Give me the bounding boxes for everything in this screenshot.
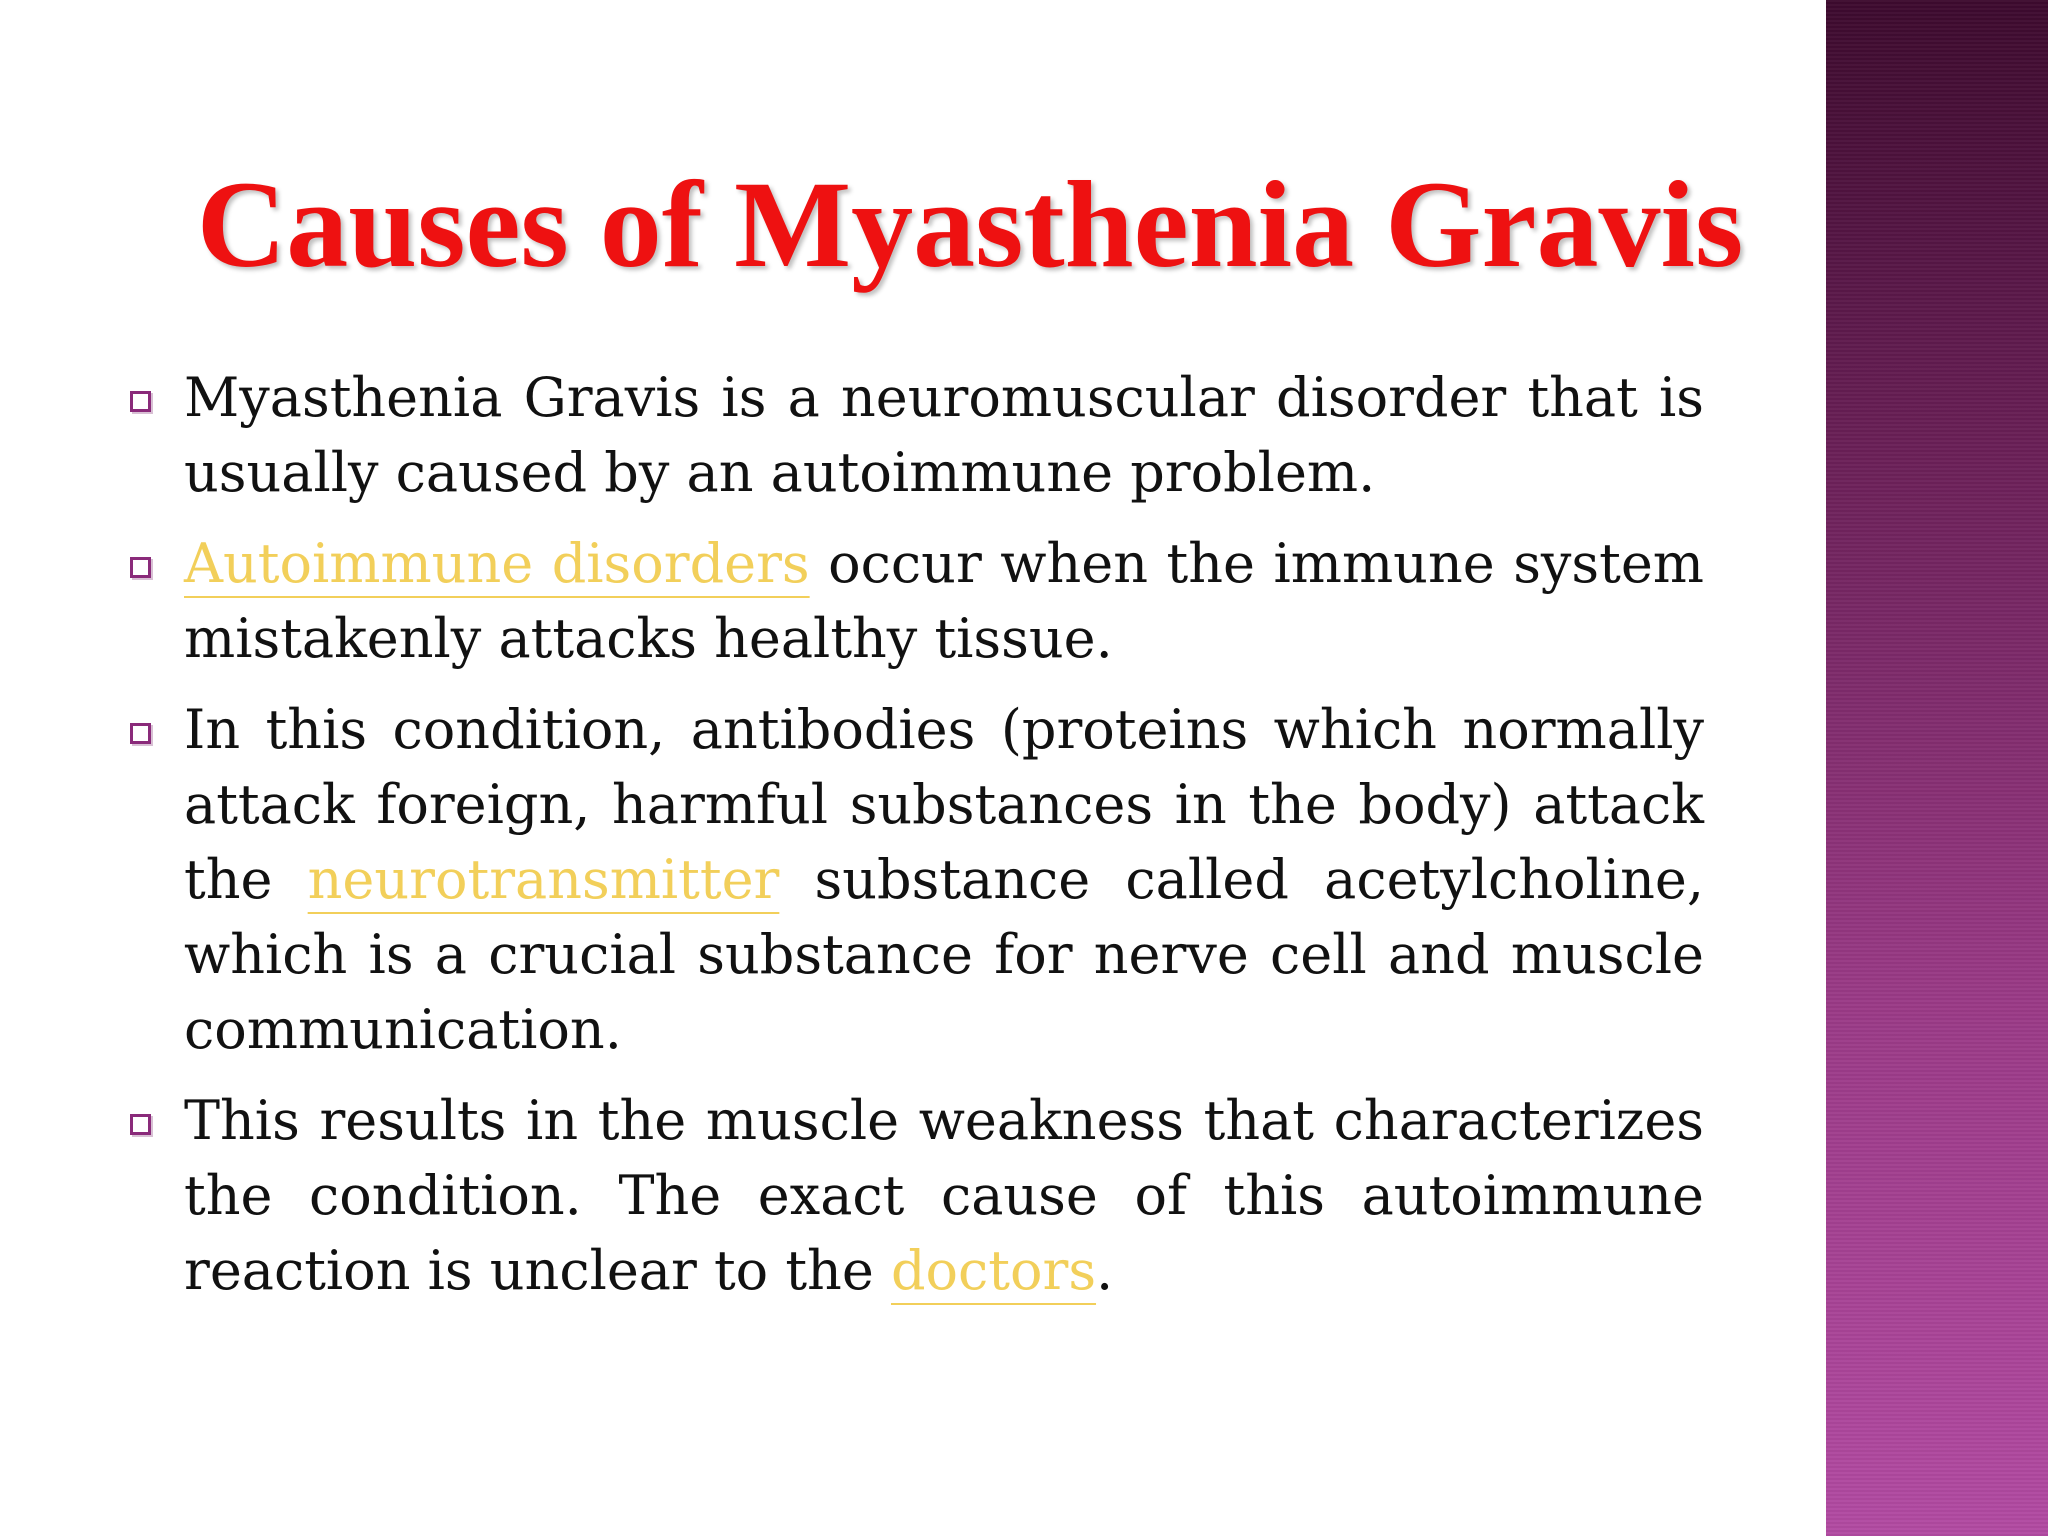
bullet-item-antibodies <box>122 692 1704 1067</box>
doctors-link[interactable]: doctors <box>890 1239 1097 1302</box>
bullet-text: . <box>1096 1239 1114 1302</box>
square-bullet-icon <box>130 391 151 412</box>
bullet-text: occur when the immune system mistakenly attacks healthy tissue. <box>184 532 1704 670</box>
bullet-text: Myasthenia Gravis is a neuromuscular disorder that is usually caused by an autoimmune problem. <box>184 366 1704 504</box>
autoimmune-disorders-link[interactable]: Autoimmune disorders <box>184 532 810 595</box>
bullet-list <box>122 360 1704 1324</box>
decorative-side-panel <box>1826 0 2048 1536</box>
bullet-item-definition <box>122 360 1704 510</box>
bullet-item-results <box>122 1083 1704 1308</box>
square-bullet-icon <box>130 557 151 578</box>
square-bullet-icon <box>130 1114 151 1135</box>
neurotransmitter-link[interactable]: neurotransmitter <box>307 848 780 911</box>
slide-title: Causes of Myasthenia Gravis <box>196 156 1744 293</box>
bullet-text: substance called acetylcholine, which is a crucial substance for nerve cell and muscle communication. <box>184 848 1704 1061</box>
bullet-text: This results in the muscle weakness that characterizes the condition. The exact cause of this autoimmune reaction is unclear to the <box>184 1089 1704 1302</box>
bullet-item-autoimmune <box>122 526 1704 676</box>
square-bullet-icon <box>130 723 151 744</box>
bullet-text: In this condition, antibodies (proteins which normally attack foreign, harmful substances in the body) attack the <box>184 698 1704 911</box>
